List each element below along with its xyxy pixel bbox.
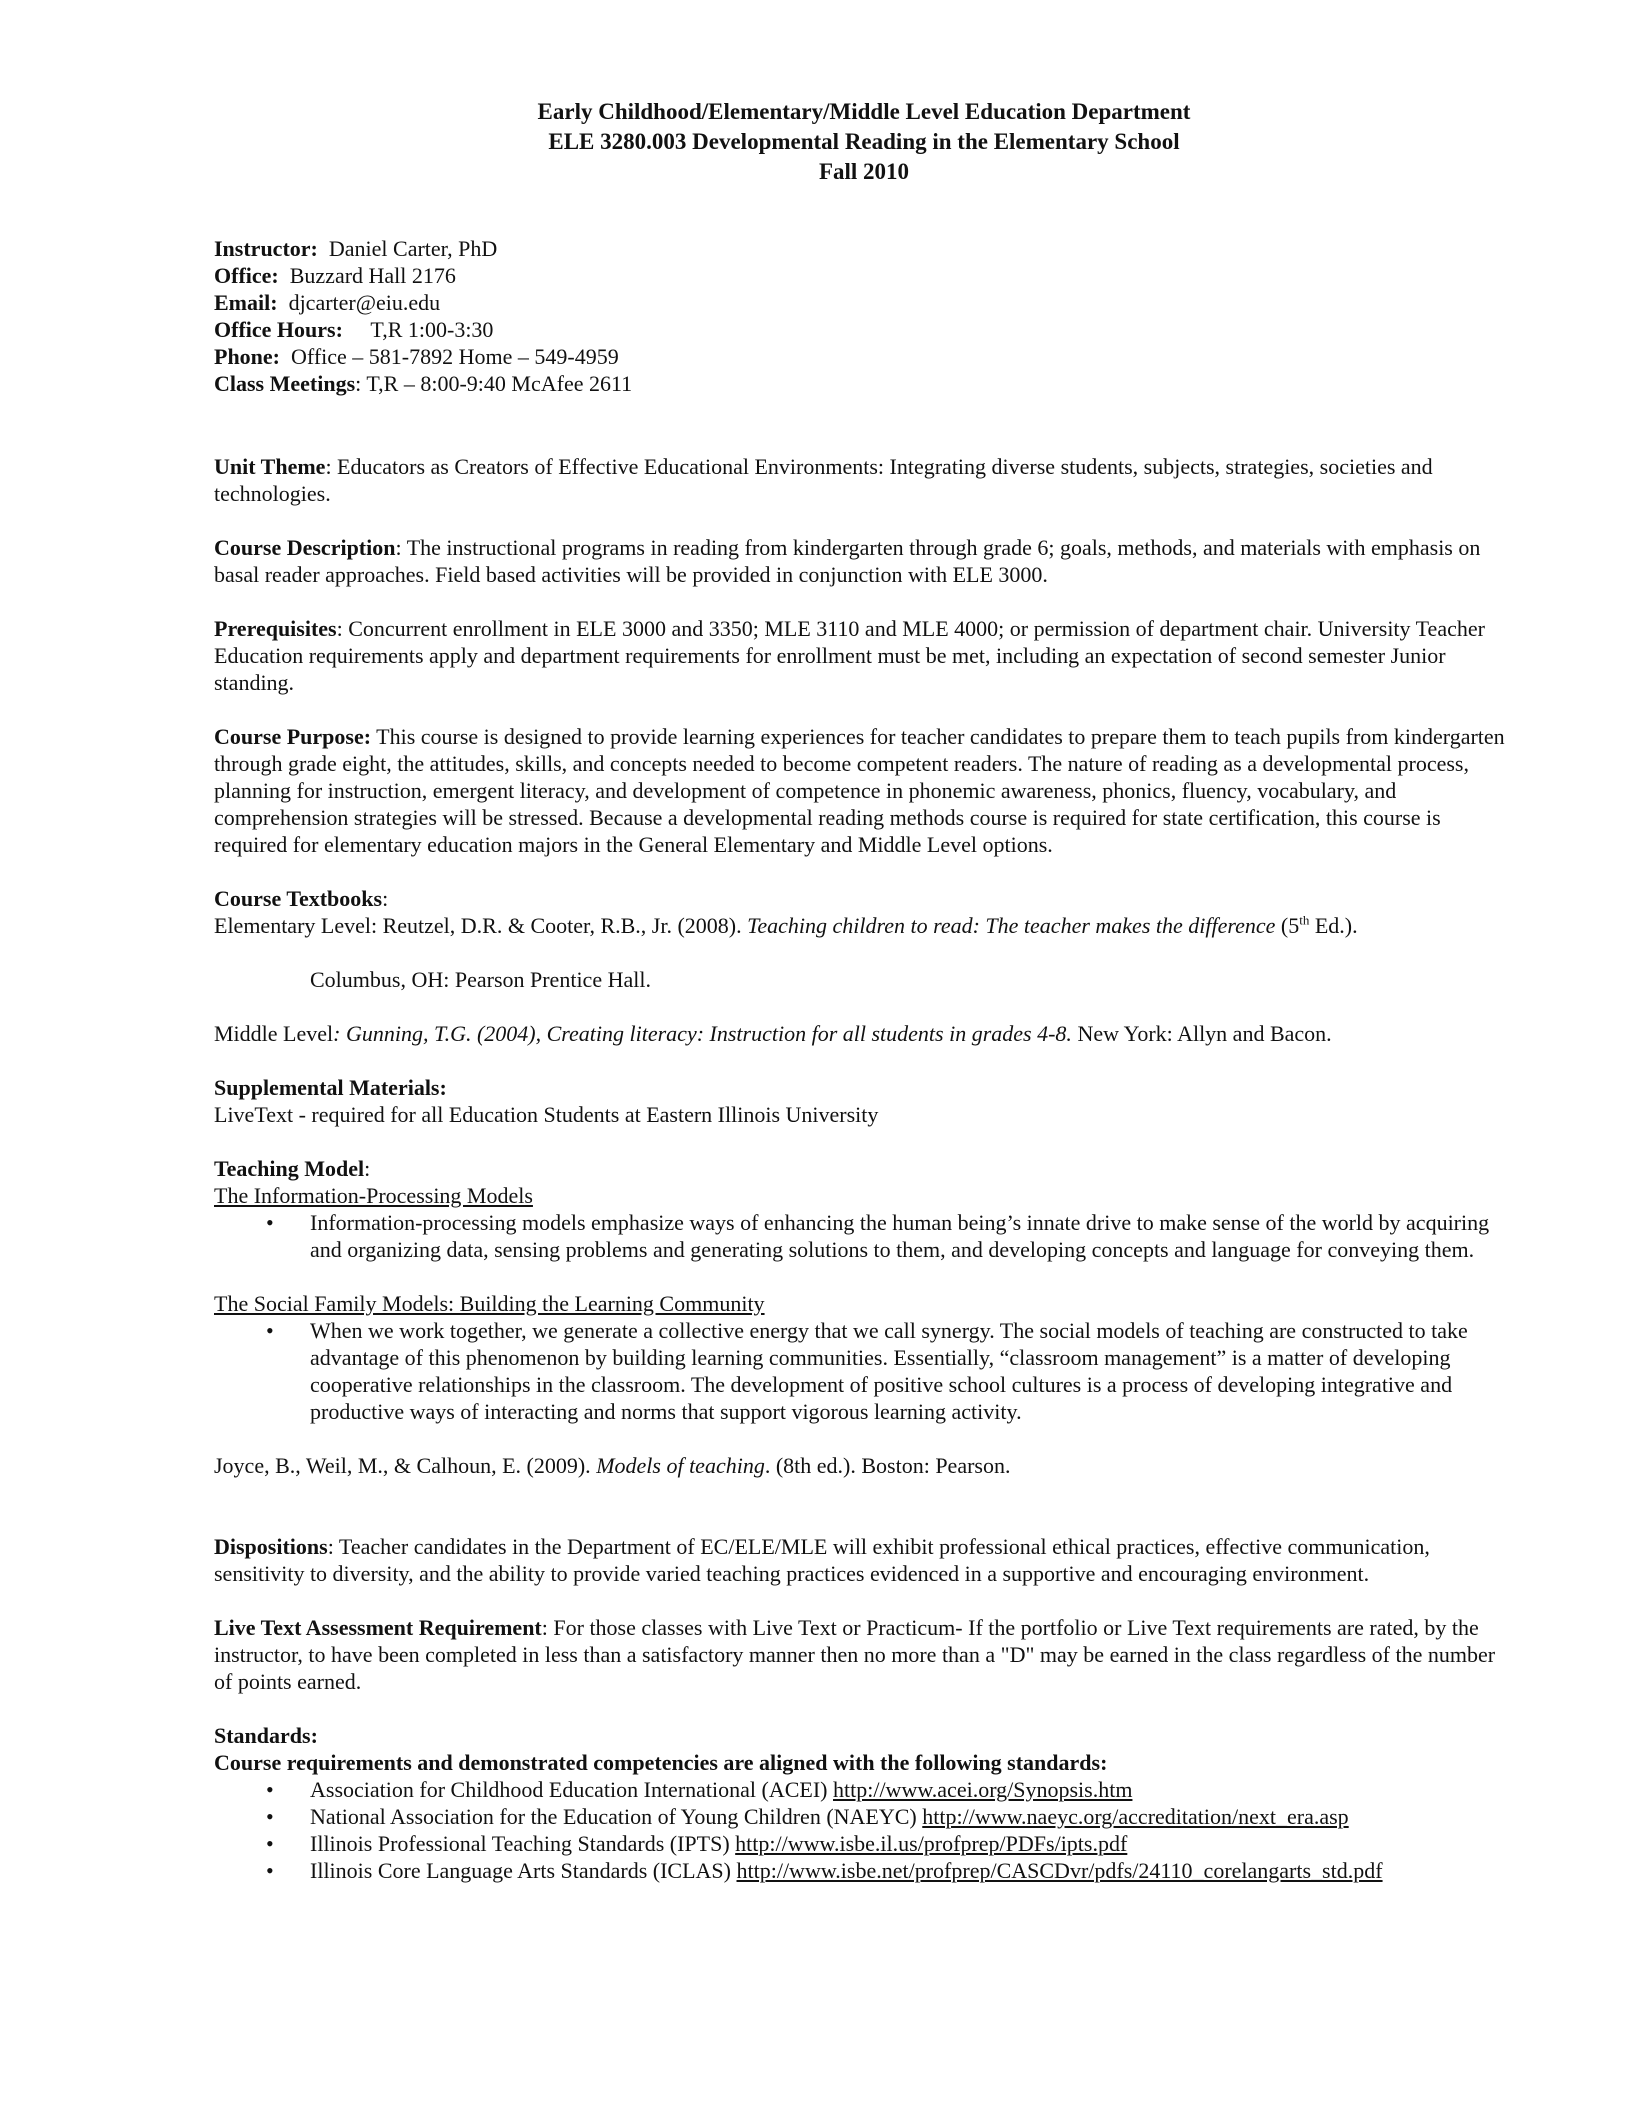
list-item [214,1209,1514,1263]
standard-name: Illinois Core Language Arts Standards (ICLAS) [310,1858,737,1883]
teaching-model-label: Teaching Model [214,1156,365,1181]
elementary-textbook-edition-sup: th [1299,912,1310,928]
prerequisites-label: Prerequisites [214,616,337,641]
instructor-name: Daniel Carter, PhD [328,236,498,261]
email-value: djcarter@eiu.edu [288,290,441,315]
citation-publisher: . (8th ed.). Boston: Pearson. [764,1453,1011,1478]
list-item [214,1776,1514,1803]
syllabus-page [214,97,1514,1884]
course-description-section [214,534,1514,588]
standard-name: Association for Childhood Education International (ACEI) [310,1777,833,1802]
teaching-model-section [214,1155,1514,1479]
phone-label: Phone: [214,344,280,369]
course-purpose-section [214,723,1514,858]
bullet-glyph: • [266,1777,274,1802]
acei-link[interactable]: http://www.acei.org/Synopsis.htm [833,1777,1133,1802]
class-meetings-label: Class Meetings [214,371,356,396]
prerequisites-text: : Concurrent enrollment in ELE 3000 and 3350; MLE 3110 and MLE 4000; or permission of department chair. University Teacher Education requirements apply and department requirements for enrollment must be met, including an expectation of second semester Junior standing. [214,616,1485,695]
middle-textbook-author: : Gunning, T.G. (2004), [333,1021,547,1046]
livetext-text: : For those classes with Live Text or Practicum- If the portfolio or Live Text requirements are rated, by the instructor, to have been completed in less than a satisfactory manner then no more than a "D" may be earned in the class regardless of the number of points earned. [214,1615,1496,1694]
citation-authors: Joyce, B., Weil, M., & Calhoun, E. (2009). [214,1453,597,1478]
standards-section [214,1722,1514,1884]
office-hours-label: Office Hours: [214,317,343,342]
middle-textbook-publisher: New York: Allyn and Bacon. [1071,1021,1332,1046]
course-title: ELE 3280.003 Developmental Reading in the Elementary School [548,129,1180,154]
textbooks-label-colon: : [382,886,389,911]
teaching-model-label-colon: : [364,1156,371,1181]
social-family-list [214,1317,1514,1425]
phone-value: Office – 581-7892 Home – 549-4959 [291,344,619,369]
bullet-glyph: • [266,1318,274,1343]
elementary-textbook-author: Elementary Level: Reutzel, D.R. & Cooter, R.B., Jr. (2008). [214,913,748,938]
standards-list [214,1776,1514,1884]
middle-textbook [214,1020,1514,1047]
term: Fall 2010 [818,159,910,184]
info-processing-list [214,1209,1514,1263]
standard-name: National Association for the Education of Young Children (NAEYC) [310,1804,923,1829]
naeyc-link[interactable]: http://www.naeyc.org/accreditation/next_era.asp [922,1804,1349,1829]
bullet-glyph: • [266,1210,274,1235]
elementary-textbook-title: Teaching children to read: The teacher makes the difference [747,913,1276,938]
dispositions-text: : Teacher candidates in the Department of EC/ELE/MLE will exhibit professional ethical practices, effective communication, sensitivity to diversity, and the ability to provide varied teaching practices evidenced in a supportive and encouraging environment. [214,1534,1430,1586]
class-meetings-line [214,370,1514,397]
unit-theme-text: : Educators as Creators of Effective Educational Environments: Integrating diverse students, subjects, strategies, societies and technologies. [214,454,1433,506]
standard-name: Illinois Professional Teaching Standards (IPTS) [310,1831,736,1856]
instructor-label: Instructor: [214,236,318,261]
list-item [214,1857,1514,1884]
info-processing-title: The Information-Processing Models [214,1183,533,1208]
list-item [214,1317,1514,1425]
instructor-line [214,235,1514,262]
elementary-textbook-edition-post: Ed.). [1309,913,1358,938]
office-label: Office: [214,263,279,288]
bullet-glyph: • [266,1831,274,1856]
department-title: Early Childhood/Elementary/Middle Level Education Department [537,99,1191,124]
middle-textbook-title: Creating literacy: Instruction for all students in grades 4-8. [546,1021,1072,1046]
iclas-link[interactable]: http://www.isbe.net/profprep/CASCDvr/pdfs/24110_corelangarts_std.pdf [736,1858,1383,1883]
prerequisites-section [214,615,1514,696]
supplemental-section [214,1074,1514,1128]
textbooks-section [214,885,1514,1047]
course-purpose-label: Course Purpose: [214,724,372,749]
list-item [214,1830,1514,1857]
supplemental-text: LiveText - required for all Education Students at Eastern Illinois University [214,1102,879,1127]
email-line [214,289,1514,316]
citation-title: Models of teaching [596,1453,765,1478]
course-purpose-text: This course is designed to provide learning experiences for teacher candidates to prepare them to teach pupils from kindergarten through grade eight, the attitudes, skills, and concepts needed to become competent readers. The nature of reading as a developmental process, planning for instruction, emergent literacy, and development of competence in phonemic awareness, phonics, fluency, vocabulary, and comprehension strategies will be stressed. Because a developmental reading methods course is required for state certification, this course is required for elementary education majors in the General Elementary and Middle Level options. [214,724,1505,857]
elementary-textbook-edition-pre: (5 [1275,913,1300,938]
standards-subtitle: Course requirements and demonstrated competencies are aligned with the following standards: [214,1750,1108,1775]
social-family-title: The Social Family Models: Building the Learning Community [214,1291,765,1316]
teaching-model-heading [214,1155,1514,1182]
textbooks-label: Course Textbooks [214,886,383,911]
class-meetings-value: : T,R – 8:00-9:40 McAfee 2611 [355,371,633,396]
textbooks-heading [214,885,1514,912]
office-value: Buzzard Hall 2176 [289,263,456,288]
course-description-label: Course Description [214,535,396,560]
phone-line [214,343,1514,370]
list-item [214,1803,1514,1830]
course-description-text: : The instructional programs in reading from kindergarten through grade 6; goals, methods, and materials with emphasis on basal reader approaches. Field based activities will be provided in conjunction with ELE 3000. [214,535,1481,587]
email-label: Email: [214,290,278,315]
elementary-textbook [214,912,1514,939]
standards-label: Standards: [214,1723,318,1748]
livetext-label: Live Text Assessment Requirement [214,1615,542,1640]
office-hours-value: T,R 1:00-3:30 [370,317,494,342]
ipts-link[interactable]: http://www.isbe.il.us/profprep/PDFs/ipts.pdf [735,1831,1128,1856]
dispositions-label: Dispositions [214,1534,328,1559]
info-processing-text: Information-processing models emphasize ways of enhancing the human being’s innate drive to make sense of the world by acquiring and organizing data, sensing problems and generating solutions to them, and developing concepts and language for conveying them. [310,1210,1490,1262]
elementary-textbook-publisher: Columbus, OH: Pearson Prentice Hall. [310,967,651,992]
unit-theme-section [214,453,1514,507]
document-header [214,97,1514,187]
unit-theme-label: Unit Theme [214,454,326,479]
bullet-glyph: • [266,1858,274,1883]
bullet-glyph: • [266,1804,274,1829]
instructor-info [214,235,1514,397]
middle-textbook-level: Middle Level [214,1021,334,1046]
supplemental-label: Supplemental Materials: [214,1075,447,1100]
models-citation [214,1452,1514,1479]
office-hours-line [214,316,1514,343]
livetext-section [214,1614,1514,1695]
office-line [214,262,1514,289]
dispositions-section [214,1533,1514,1587]
social-family-text: When we work together, we generate a collective energy that we call synergy. The social models of teaching are constructed to take advantage of this phenomenon by building learning communities. Essentially, “classroom management” is a matter of developing cooperative relationships in the classroom. The development of positive school cultures is a process of developing integrative and productive ways of interacting and norms that support vigorous learning activity. [310,1318,1468,1424]
